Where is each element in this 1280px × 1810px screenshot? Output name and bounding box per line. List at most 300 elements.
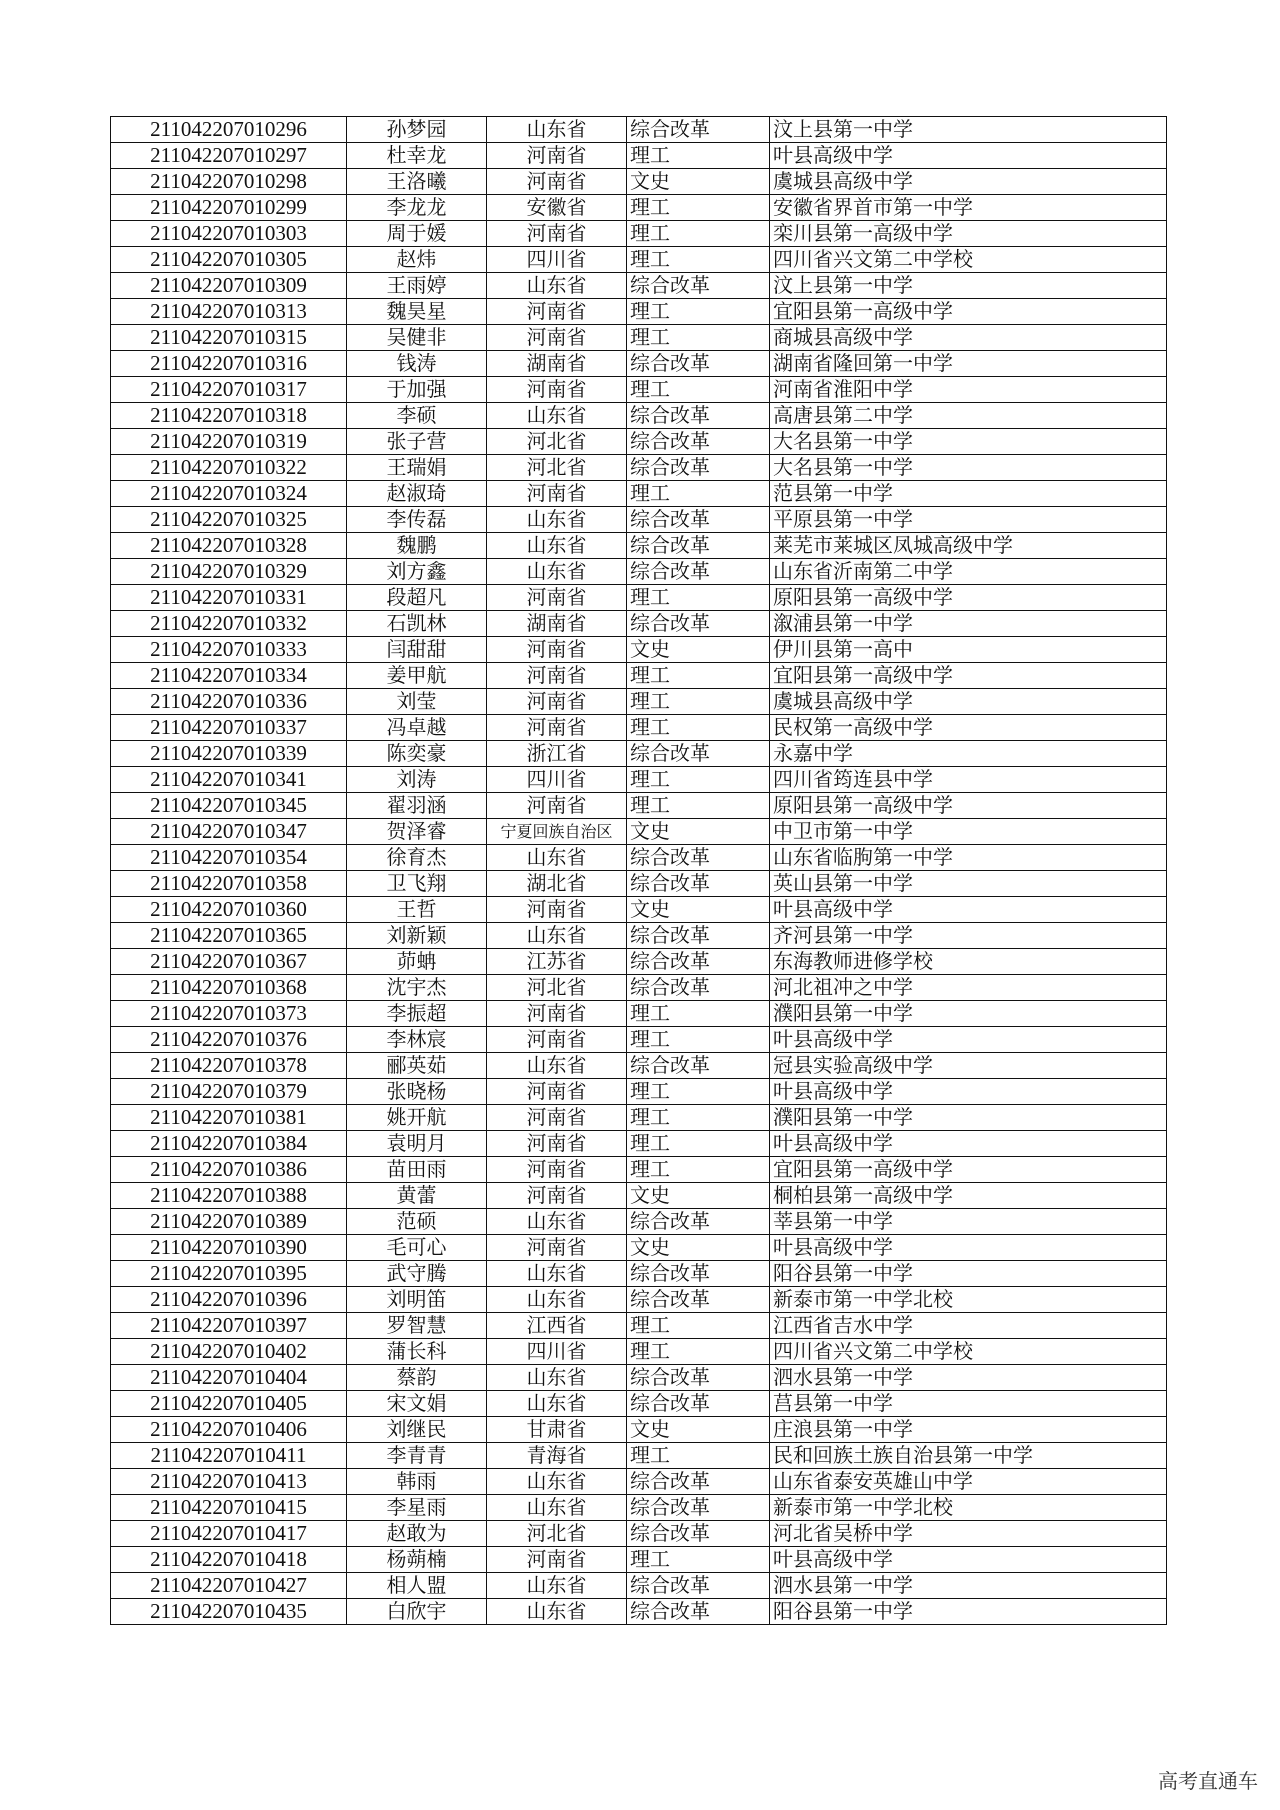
subject-type-cell: 综合改革 [627, 429, 770, 455]
table-row [111, 1027, 1167, 1053]
table-row [111, 1599, 1167, 1625]
school-cell: 山东省沂南第二中学 [770, 559, 1167, 585]
table-row [111, 169, 1167, 195]
table-row [111, 975, 1167, 1001]
province-cell: 山东省 [487, 923, 627, 949]
school-cell: 莘县第一中学 [770, 1209, 1167, 1235]
table-row [111, 663, 1167, 689]
student-name-cell: 郦英茹 [347, 1053, 487, 1079]
candidate-id-cell: 211042207010411 [111, 1443, 347, 1469]
school-cell: 泗水县第一中学 [770, 1365, 1167, 1391]
student-name-cell: 刘莹 [347, 689, 487, 715]
subject-type-cell: 理工 [627, 663, 770, 689]
subject-type-cell: 综合改革 [627, 1573, 770, 1599]
province-cell: 江西省 [487, 1313, 627, 1339]
table-row [111, 611, 1167, 637]
student-name-cell: 沈宇杰 [347, 975, 487, 1001]
school-cell: 四川省筠连县中学 [770, 767, 1167, 793]
table-row [111, 793, 1167, 819]
student-name-cell: 黄蕾 [347, 1183, 487, 1209]
school-cell: 濮阳县第一中学 [770, 1001, 1167, 1027]
table-row [111, 689, 1167, 715]
province-cell: 甘肃省 [487, 1417, 627, 1443]
school-cell: 齐河县第一中学 [770, 923, 1167, 949]
table-row [111, 429, 1167, 455]
subject-type-cell: 综合改革 [627, 455, 770, 481]
province-cell: 河南省 [487, 143, 627, 169]
candidate-id-cell: 211042207010316 [111, 351, 347, 377]
candidate-id-cell: 211042207010325 [111, 507, 347, 533]
province-cell: 安徽省 [487, 195, 627, 221]
student-name-cell: 杜幸龙 [347, 143, 487, 169]
province-cell: 河北省 [487, 429, 627, 455]
school-cell: 宜阳县第一高级中学 [770, 299, 1167, 325]
subject-type-cell: 综合改革 [627, 403, 770, 429]
candidate-id-cell: 211042207010367 [111, 949, 347, 975]
subject-type-cell: 理工 [627, 1105, 770, 1131]
student-name-cell: 翟羽涵 [347, 793, 487, 819]
school-cell: 四川省兴文第二中学校 [770, 247, 1167, 273]
province-cell: 河南省 [487, 689, 627, 715]
province-cell: 山东省 [487, 1287, 627, 1313]
candidate-id-cell: 211042207010405 [111, 1391, 347, 1417]
student-name-cell: 蒲长科 [347, 1339, 487, 1365]
candidate-id-cell: 211042207010376 [111, 1027, 347, 1053]
school-cell: 河北省吴桥中学 [770, 1521, 1167, 1547]
table-row [111, 403, 1167, 429]
school-cell: 中卫市第一中学 [770, 819, 1167, 845]
student-name-cell: 钱涛 [347, 351, 487, 377]
school-cell: 新泰市第一中学北校 [770, 1495, 1167, 1521]
school-cell: 桐柏县第一高级中学 [770, 1183, 1167, 1209]
province-cell: 河北省 [487, 455, 627, 481]
student-name-cell: 李传磊 [347, 507, 487, 533]
candidate-id-cell: 211042207010298 [111, 169, 347, 195]
province-cell: 山东省 [487, 403, 627, 429]
subject-type-cell: 综合改革 [627, 117, 770, 143]
table-row [111, 1443, 1167, 1469]
student-name-cell: 徐育杰 [347, 845, 487, 871]
student-name-cell: 闫甜甜 [347, 637, 487, 663]
school-cell: 平原县第一中学 [770, 507, 1167, 533]
subject-type-cell: 综合改革 [627, 611, 770, 637]
candidate-id-cell: 211042207010334 [111, 663, 347, 689]
student-name-cell: 刘方鑫 [347, 559, 487, 585]
subject-type-cell: 理工 [627, 221, 770, 247]
candidate-id-cell: 211042207010328 [111, 533, 347, 559]
subject-type-cell: 理工 [627, 585, 770, 611]
student-name-cell: 毛可心 [347, 1235, 487, 1261]
school-cell: 范县第一中学 [770, 481, 1167, 507]
subject-type-cell: 理工 [627, 1001, 770, 1027]
student-name-cell: 李青青 [347, 1443, 487, 1469]
candidate-id-cell: 211042207010336 [111, 689, 347, 715]
student-name-cell: 姚开航 [347, 1105, 487, 1131]
student-name-cell: 李星雨 [347, 1495, 487, 1521]
province-cell: 河南省 [487, 637, 627, 663]
student-name-cell: 贺泽睿 [347, 819, 487, 845]
table-row [111, 1209, 1167, 1235]
school-cell: 安徽省界首市第一中学 [770, 195, 1167, 221]
candidate-id-cell: 211042207010390 [111, 1235, 347, 1261]
candidate-id-cell: 211042207010297 [111, 143, 347, 169]
student-name-cell: 范硕 [347, 1209, 487, 1235]
subject-type-cell: 理工 [627, 767, 770, 793]
province-cell: 河南省 [487, 169, 627, 195]
school-cell: 虞城县高级中学 [770, 689, 1167, 715]
candidate-id-cell: 211042207010389 [111, 1209, 347, 1235]
province-cell: 河南省 [487, 897, 627, 923]
candidate-id-cell: 211042207010319 [111, 429, 347, 455]
province-cell: 山东省 [487, 1469, 627, 1495]
province-cell: 四川省 [487, 767, 627, 793]
table-row [111, 1157, 1167, 1183]
subject-type-cell: 综合改革 [627, 871, 770, 897]
subject-type-cell: 理工 [627, 481, 770, 507]
subject-type-cell: 理工 [627, 1027, 770, 1053]
subject-type-cell: 理工 [627, 1339, 770, 1365]
student-name-cell: 孙梦园 [347, 117, 487, 143]
subject-type-cell: 综合改革 [627, 949, 770, 975]
student-name-cell: 张子营 [347, 429, 487, 455]
province-cell: 河南省 [487, 715, 627, 741]
subject-type-cell: 综合改革 [627, 1521, 770, 1547]
school-cell: 河南省淮阳中学 [770, 377, 1167, 403]
province-cell: 河南省 [487, 1157, 627, 1183]
candidate-id-cell: 211042207010315 [111, 325, 347, 351]
subject-type-cell: 理工 [627, 1079, 770, 1105]
school-cell: 伊川县第一高中 [770, 637, 1167, 663]
subject-type-cell: 综合改革 [627, 1469, 770, 1495]
table-row [111, 481, 1167, 507]
province-cell: 山东省 [487, 1573, 627, 1599]
table-row [111, 1495, 1167, 1521]
school-cell: 原阳县第一高级中学 [770, 793, 1167, 819]
school-cell: 叶县高级中学 [770, 1079, 1167, 1105]
province-cell: 河南省 [487, 585, 627, 611]
subject-type-cell: 综合改革 [627, 923, 770, 949]
student-name-cell: 赵淑琦 [347, 481, 487, 507]
subject-type-cell: 文史 [627, 1417, 770, 1443]
table-row [111, 377, 1167, 403]
province-cell: 河南省 [487, 1183, 627, 1209]
student-name-cell: 石凯林 [347, 611, 487, 637]
province-cell: 山东省 [487, 1053, 627, 1079]
subject-type-cell: 文史 [627, 1183, 770, 1209]
province-cell: 四川省 [487, 247, 627, 273]
school-cell: 民和回族土族自治县第一中学 [770, 1443, 1167, 1469]
table-row [111, 819, 1167, 845]
school-cell: 汶上县第一中学 [770, 117, 1167, 143]
province-cell: 河南省 [487, 325, 627, 351]
subject-type-cell: 综合改革 [627, 1209, 770, 1235]
candidate-id-cell: 211042207010332 [111, 611, 347, 637]
province-cell: 湖南省 [487, 351, 627, 377]
candidate-id-cell: 211042207010418 [111, 1547, 347, 1573]
candidate-id-cell: 211042207010313 [111, 299, 347, 325]
student-name-cell: 赵炜 [347, 247, 487, 273]
province-cell: 浙江省 [487, 741, 627, 767]
school-cell: 宜阳县第一高级中学 [770, 1157, 1167, 1183]
candidate-id-cell: 211042207010317 [111, 377, 347, 403]
candidate-id-cell: 211042207010299 [111, 195, 347, 221]
province-cell: 青海省 [487, 1443, 627, 1469]
table-row [111, 1105, 1167, 1131]
subject-type-cell: 文史 [627, 169, 770, 195]
candidate-id-cell: 211042207010397 [111, 1313, 347, 1339]
subject-type-cell: 理工 [627, 1443, 770, 1469]
province-cell: 山东省 [487, 1365, 627, 1391]
table-row [111, 871, 1167, 897]
school-cell: 永嘉中学 [770, 741, 1167, 767]
subject-type-cell: 理工 [627, 715, 770, 741]
province-cell: 山东省 [487, 273, 627, 299]
student-name-cell: 茆蚺 [347, 949, 487, 975]
school-cell: 大名县第一中学 [770, 429, 1167, 455]
province-cell: 河南省 [487, 1027, 627, 1053]
candidate-id-cell: 211042207010402 [111, 1339, 347, 1365]
subject-type-cell: 文史 [627, 637, 770, 663]
school-cell: 叶县高级中学 [770, 1131, 1167, 1157]
candidate-id-cell: 211042207010386 [111, 1157, 347, 1183]
province-cell: 山东省 [487, 1261, 627, 1287]
province-cell: 山东省 [487, 1599, 627, 1625]
province-cell: 河北省 [487, 1521, 627, 1547]
province-cell: 山东省 [487, 845, 627, 871]
province-cell: 河南省 [487, 1105, 627, 1131]
table-row [111, 923, 1167, 949]
student-name-cell: 李林宸 [347, 1027, 487, 1053]
subject-type-cell: 综合改革 [627, 1391, 770, 1417]
subject-type-cell: 理工 [627, 1547, 770, 1573]
candidate-id-cell: 211042207010388 [111, 1183, 347, 1209]
table-row [111, 507, 1167, 533]
school-cell: 四川省兴文第二中学校 [770, 1339, 1167, 1365]
table-row [111, 1001, 1167, 1027]
table-row [111, 1521, 1167, 1547]
subject-type-cell: 综合改革 [627, 1287, 770, 1313]
candidate-id-cell: 211042207010322 [111, 455, 347, 481]
table-row [111, 221, 1167, 247]
candidate-id-cell: 211042207010309 [111, 273, 347, 299]
student-name-cell: 魏昊星 [347, 299, 487, 325]
student-name-cell: 李硕 [347, 403, 487, 429]
subject-type-cell: 综合改革 [627, 507, 770, 533]
subject-type-cell: 理工 [627, 325, 770, 351]
school-cell: 泗水县第一中学 [770, 1573, 1167, 1599]
subject-type-cell: 理工 [627, 1131, 770, 1157]
school-cell: 叶县高级中学 [770, 1027, 1167, 1053]
candidate-id-cell: 211042207010365 [111, 923, 347, 949]
table-row [111, 533, 1167, 559]
student-name-cell: 袁明月 [347, 1131, 487, 1157]
province-cell: 山东省 [487, 1209, 627, 1235]
candidate-id-cell: 211042207010347 [111, 819, 347, 845]
school-cell: 高唐县第二中学 [770, 403, 1167, 429]
table-row [111, 1053, 1167, 1079]
table-row [111, 273, 1167, 299]
school-cell: 阳谷县第一中学 [770, 1599, 1167, 1625]
admission-table [110, 116, 1167, 1625]
province-cell: 山东省 [487, 507, 627, 533]
watermark-text: 高考直通车 [1158, 1769, 1258, 1793]
student-name-cell: 刘涛 [347, 767, 487, 793]
school-cell: 湖南省隆回第一中学 [770, 351, 1167, 377]
student-name-cell: 张晓杨 [347, 1079, 487, 1105]
candidate-id-cell: 211042207010360 [111, 897, 347, 923]
province-cell: 山东省 [487, 1495, 627, 1521]
subject-type-cell: 综合改革 [627, 1495, 770, 1521]
candidate-id-cell: 211042207010384 [111, 1131, 347, 1157]
table-body [111, 117, 1167, 1625]
candidate-id-cell: 211042207010415 [111, 1495, 347, 1521]
student-name-cell: 赵敢为 [347, 1521, 487, 1547]
school-cell: 新泰市第一中学北校 [770, 1287, 1167, 1313]
student-name-cell: 李龙龙 [347, 195, 487, 221]
school-cell: 宜阳县第一高级中学 [770, 663, 1167, 689]
student-name-cell: 卫飞翔 [347, 871, 487, 897]
subject-type-cell: 文史 [627, 897, 770, 923]
province-cell: 山东省 [487, 117, 627, 143]
province-cell: 河南省 [487, 663, 627, 689]
candidate-id-cell: 211042207010435 [111, 1599, 347, 1625]
province-cell: 河南省 [487, 793, 627, 819]
candidate-id-cell: 211042207010318 [111, 403, 347, 429]
student-name-cell: 陈奕豪 [347, 741, 487, 767]
school-cell: 英山县第一中学 [770, 871, 1167, 897]
table-row [111, 585, 1167, 611]
province-cell: 山东省 [487, 559, 627, 585]
table-row [111, 1573, 1167, 1599]
table-row [111, 247, 1167, 273]
school-cell: 冠县实验高级中学 [770, 1053, 1167, 1079]
subject-type-cell: 理工 [627, 793, 770, 819]
school-cell: 阳谷县第一中学 [770, 1261, 1167, 1287]
table-row [111, 1469, 1167, 1495]
student-name-cell: 冯卓越 [347, 715, 487, 741]
subject-type-cell: 综合改革 [627, 533, 770, 559]
candidate-id-cell: 211042207010324 [111, 481, 347, 507]
table-row [111, 455, 1167, 481]
school-cell: 东海教师进修学校 [770, 949, 1167, 975]
student-name-cell: 苗田雨 [347, 1157, 487, 1183]
table-row [111, 1287, 1167, 1313]
student-name-cell: 宋文娟 [347, 1391, 487, 1417]
table-row [111, 351, 1167, 377]
school-cell: 河北祖冲之中学 [770, 975, 1167, 1001]
school-cell: 山东省泰安英雄山中学 [770, 1469, 1167, 1495]
school-cell: 叶县高级中学 [770, 1547, 1167, 1573]
candidate-id-cell: 211042207010333 [111, 637, 347, 663]
student-name-cell: 段超凡 [347, 585, 487, 611]
school-cell: 虞城县高级中学 [770, 169, 1167, 195]
school-cell: 濮阳县第一中学 [770, 1105, 1167, 1131]
candidate-id-cell: 211042207010305 [111, 247, 347, 273]
school-cell: 莒县第一中学 [770, 1391, 1167, 1417]
school-cell: 商城县高级中学 [770, 325, 1167, 351]
subject-type-cell: 理工 [627, 195, 770, 221]
student-name-cell: 刘新颖 [347, 923, 487, 949]
student-name-cell: 王瑞娟 [347, 455, 487, 481]
student-name-cell: 韩雨 [347, 1469, 487, 1495]
school-cell: 叶县高级中学 [770, 143, 1167, 169]
province-cell: 宁夏回族自治区 [487, 819, 627, 845]
candidate-id-cell: 211042207010406 [111, 1417, 347, 1443]
school-cell: 庄浪县第一中学 [770, 1417, 1167, 1443]
province-cell: 河南省 [487, 1547, 627, 1573]
subject-type-cell: 综合改革 [627, 975, 770, 1001]
candidate-id-cell: 211042207010358 [111, 871, 347, 897]
student-name-cell: 魏鹏 [347, 533, 487, 559]
province-cell: 山东省 [487, 533, 627, 559]
school-cell: 莱芜市莱城区凤城高级中学 [770, 533, 1167, 559]
candidate-id-cell: 211042207010427 [111, 1573, 347, 1599]
province-cell: 湖南省 [487, 611, 627, 637]
student-name-cell: 吴健非 [347, 325, 487, 351]
table-row [111, 767, 1167, 793]
subject-type-cell: 理工 [627, 1157, 770, 1183]
province-cell: 河南省 [487, 221, 627, 247]
candidate-id-cell: 211042207010303 [111, 221, 347, 247]
candidate-id-cell: 211042207010417 [111, 1521, 347, 1547]
province-cell: 河南省 [487, 1131, 627, 1157]
table-row [111, 299, 1167, 325]
subject-type-cell: 综合改革 [627, 1365, 770, 1391]
table-row [111, 1417, 1167, 1443]
subject-type-cell: 综合改革 [627, 351, 770, 377]
student-name-cell: 周于媛 [347, 221, 487, 247]
province-cell: 河南省 [487, 299, 627, 325]
school-cell: 山东省临朐第一中学 [770, 845, 1167, 871]
province-cell: 四川省 [487, 1339, 627, 1365]
province-cell: 江苏省 [487, 949, 627, 975]
subject-type-cell: 理工 [627, 689, 770, 715]
candidate-id-cell: 211042207010329 [111, 559, 347, 585]
table-row [111, 143, 1167, 169]
school-cell: 民权第一高级中学 [770, 715, 1167, 741]
table-row [111, 1313, 1167, 1339]
table-row [111, 1079, 1167, 1105]
student-name-cell: 杨蒴楠 [347, 1547, 487, 1573]
table-row [111, 325, 1167, 351]
candidate-id-cell: 211042207010379 [111, 1079, 347, 1105]
table-row [111, 715, 1167, 741]
subject-type-cell: 文史 [627, 1235, 770, 1261]
school-cell: 大名县第一中学 [770, 455, 1167, 481]
table-row [111, 1235, 1167, 1261]
candidate-id-cell: 211042207010339 [111, 741, 347, 767]
table-row [111, 741, 1167, 767]
student-name-cell: 王哲 [347, 897, 487, 923]
school-cell: 叶县高级中学 [770, 897, 1167, 923]
subject-type-cell: 理工 [627, 299, 770, 325]
school-cell: 汶上县第一中学 [770, 273, 1167, 299]
table-row [111, 949, 1167, 975]
province-cell: 河南省 [487, 1079, 627, 1105]
student-name-cell: 蔡韵 [347, 1365, 487, 1391]
subject-type-cell: 理工 [627, 143, 770, 169]
table-row [111, 559, 1167, 585]
student-name-cell: 王洛曦 [347, 169, 487, 195]
student-name-cell: 罗智慧 [347, 1313, 487, 1339]
province-cell: 山东省 [487, 1391, 627, 1417]
candidate-id-cell: 211042207010341 [111, 767, 347, 793]
table-row [111, 117, 1167, 143]
candidate-id-cell: 211042207010296 [111, 117, 347, 143]
candidate-id-cell: 211042207010373 [111, 1001, 347, 1027]
candidate-id-cell: 211042207010368 [111, 975, 347, 1001]
subject-type-cell: 综合改革 [627, 741, 770, 767]
